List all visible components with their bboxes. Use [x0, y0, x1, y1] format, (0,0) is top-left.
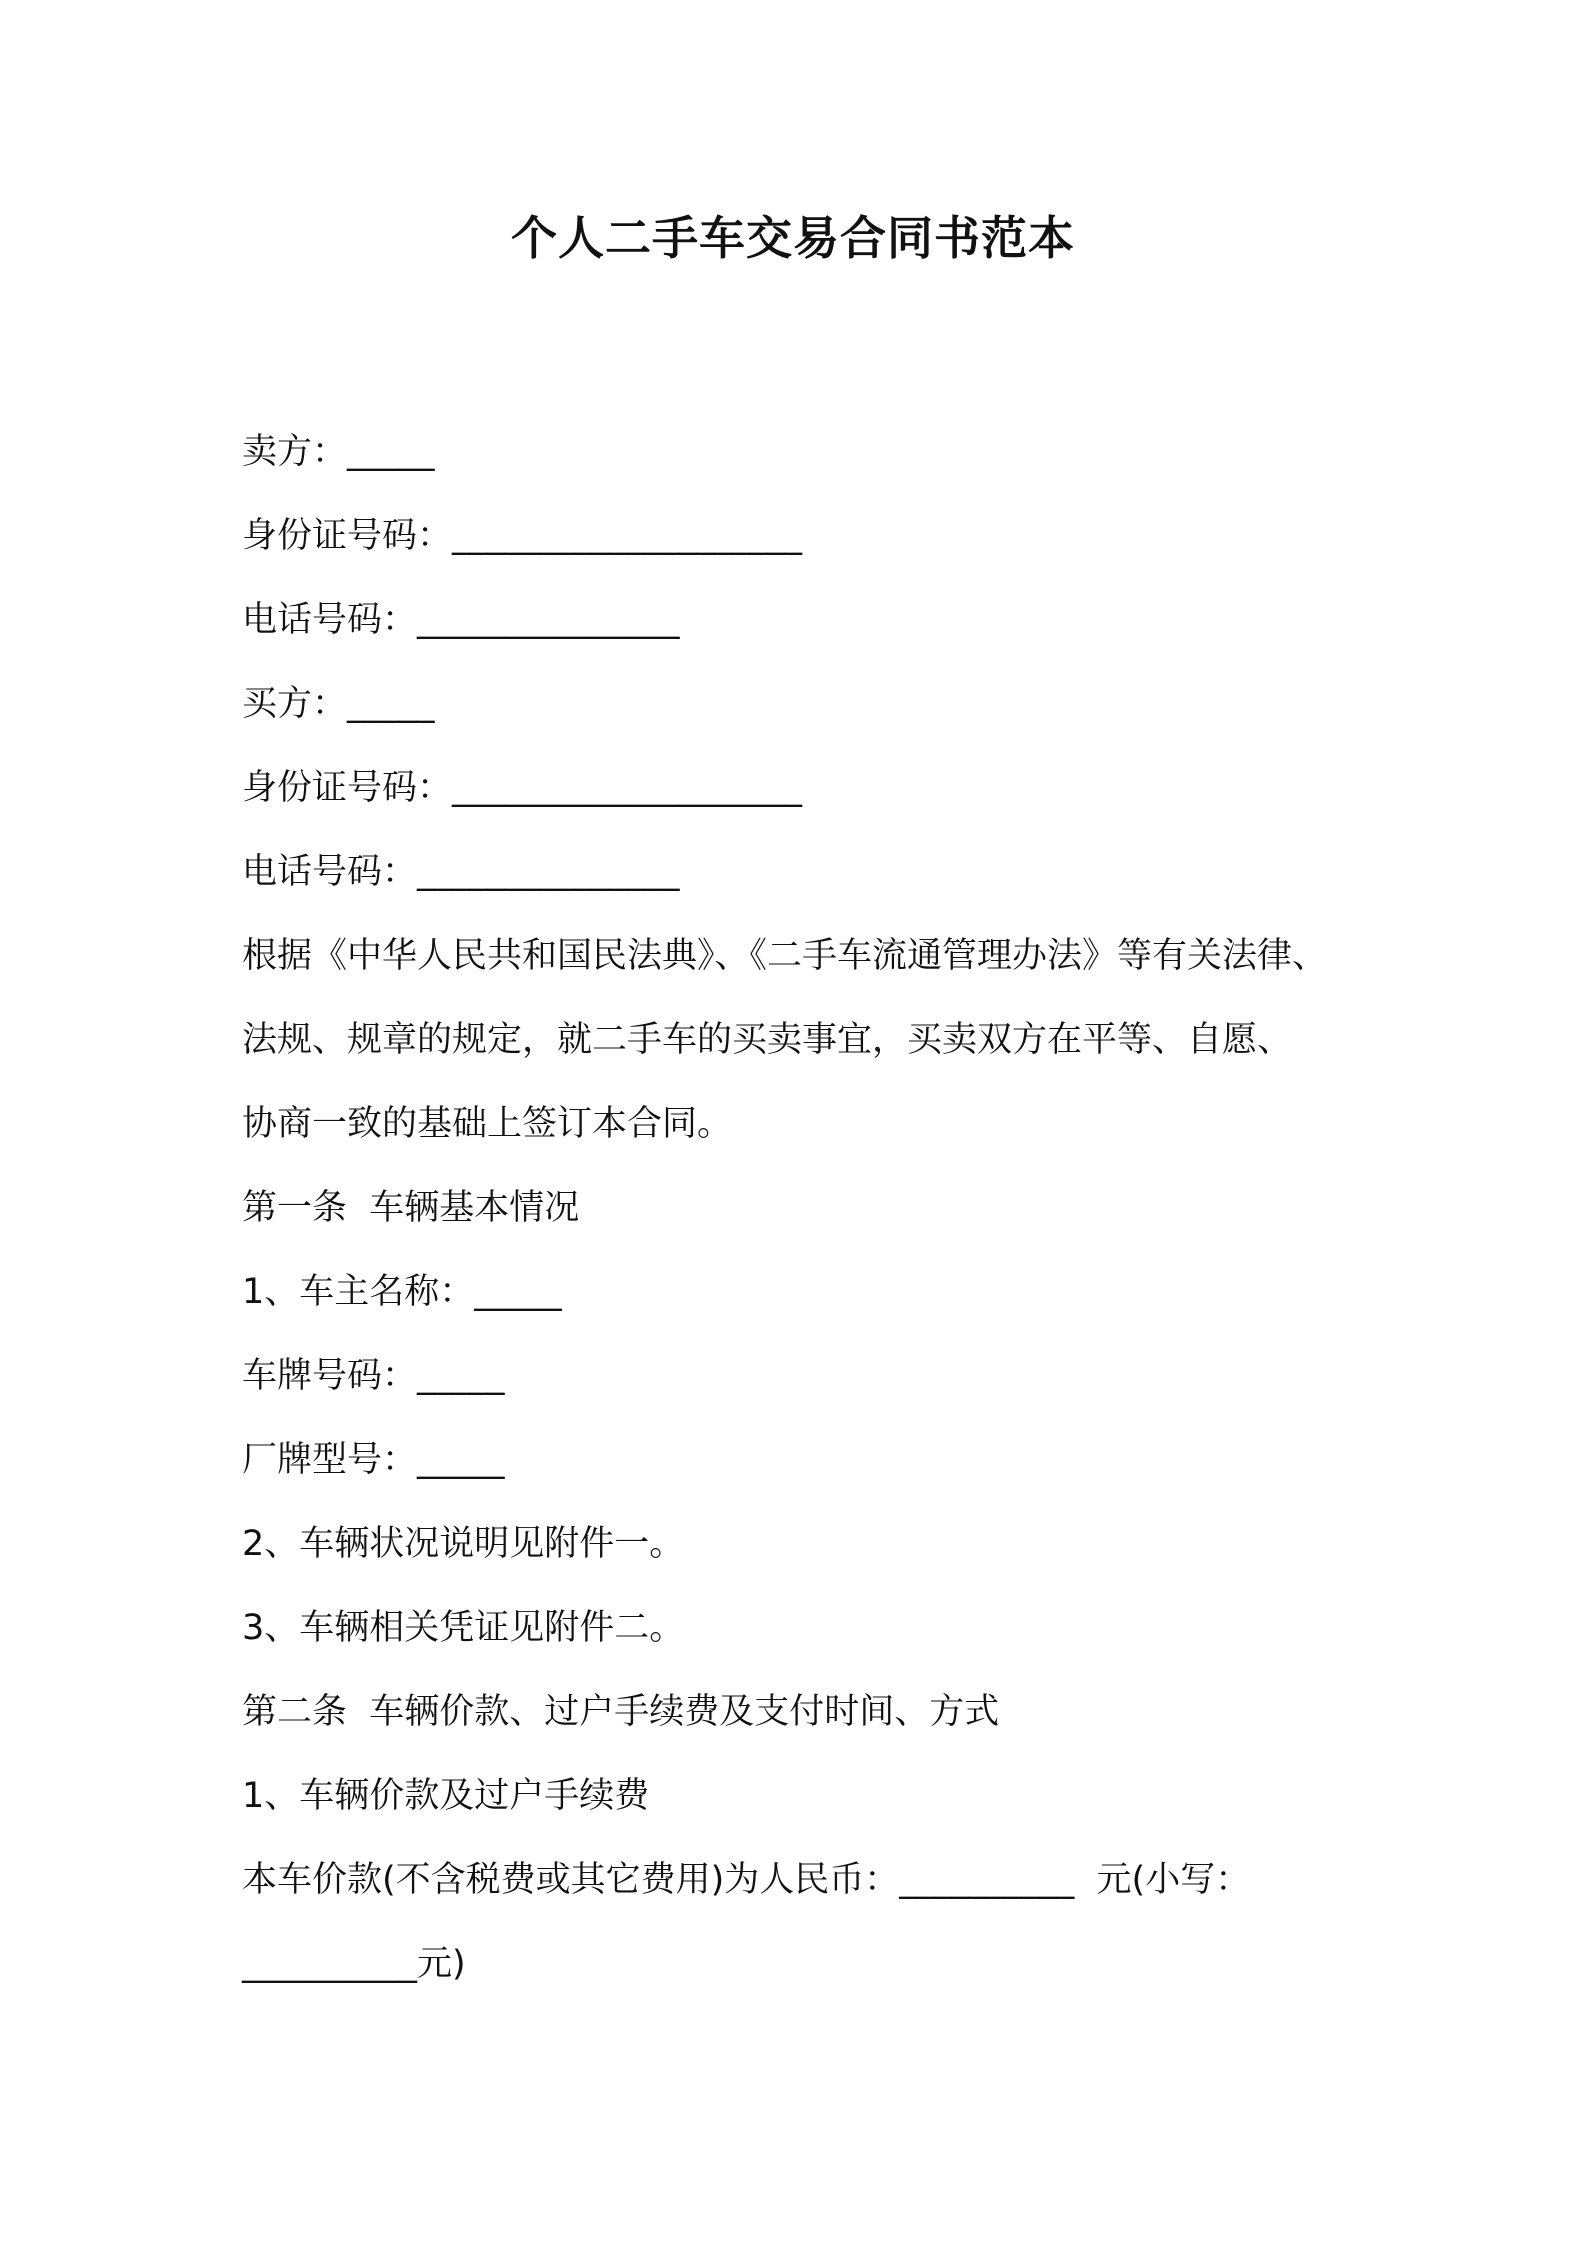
- plate-number-line: 车牌号码：_____: [242, 1356, 505, 1396]
- seller-line: 卖方：_____: [242, 432, 435, 472]
- article-2-heading: 第二条 车辆价款、过户手续费及支付时间、方式: [242, 1692, 1000, 1732]
- vehicle-status-line: 2、车辆状况说明见附件一。: [242, 1524, 685, 1564]
- price-line-2: __________元): [242, 1944, 466, 1984]
- preamble-line-2: 法规、规章的规定，就二手车的买卖事宜，买卖双方在平等、自愿、: [242, 1020, 1293, 1060]
- seller-phone-line: 电话号码：_______________: [242, 600, 680, 640]
- preamble-line-3: 协商一致的基础上签订本合同。: [242, 1104, 733, 1144]
- buyer-id-line: 身份证号码：____________________: [242, 768, 803, 808]
- buyer-line: 买方：_____: [242, 684, 435, 724]
- seller-id-line: 身份证号码：____________________: [242, 516, 803, 556]
- price-fee-heading: 1、车辆价款及过户手续费: [242, 1776, 650, 1816]
- buyer-phone-line: 电话号码：_______________: [242, 852, 680, 892]
- document-title: 个人二手车交易合同书范本: [511, 211, 1075, 265]
- owner-name-line: 1、车主名称：_____: [242, 1272, 562, 1312]
- price-line-1: 本车价款(不含税费或其它费用)为人民币：__________ 元(小写：: [242, 1860, 1251, 1900]
- brand-model-line: 厂牌型号：_____: [242, 1440, 505, 1480]
- article-1-heading: 第一条 车辆基本情况: [242, 1188, 580, 1228]
- document-body: [242, 410, 1352, 2006]
- vehicle-documents-line: 3、车辆相关凭证见附件二。: [242, 1608, 685, 1648]
- preamble-line-1: 根据《中华人民共和国民法典》、《二手车流通管理办法》等有关法律、: [242, 936, 1328, 976]
